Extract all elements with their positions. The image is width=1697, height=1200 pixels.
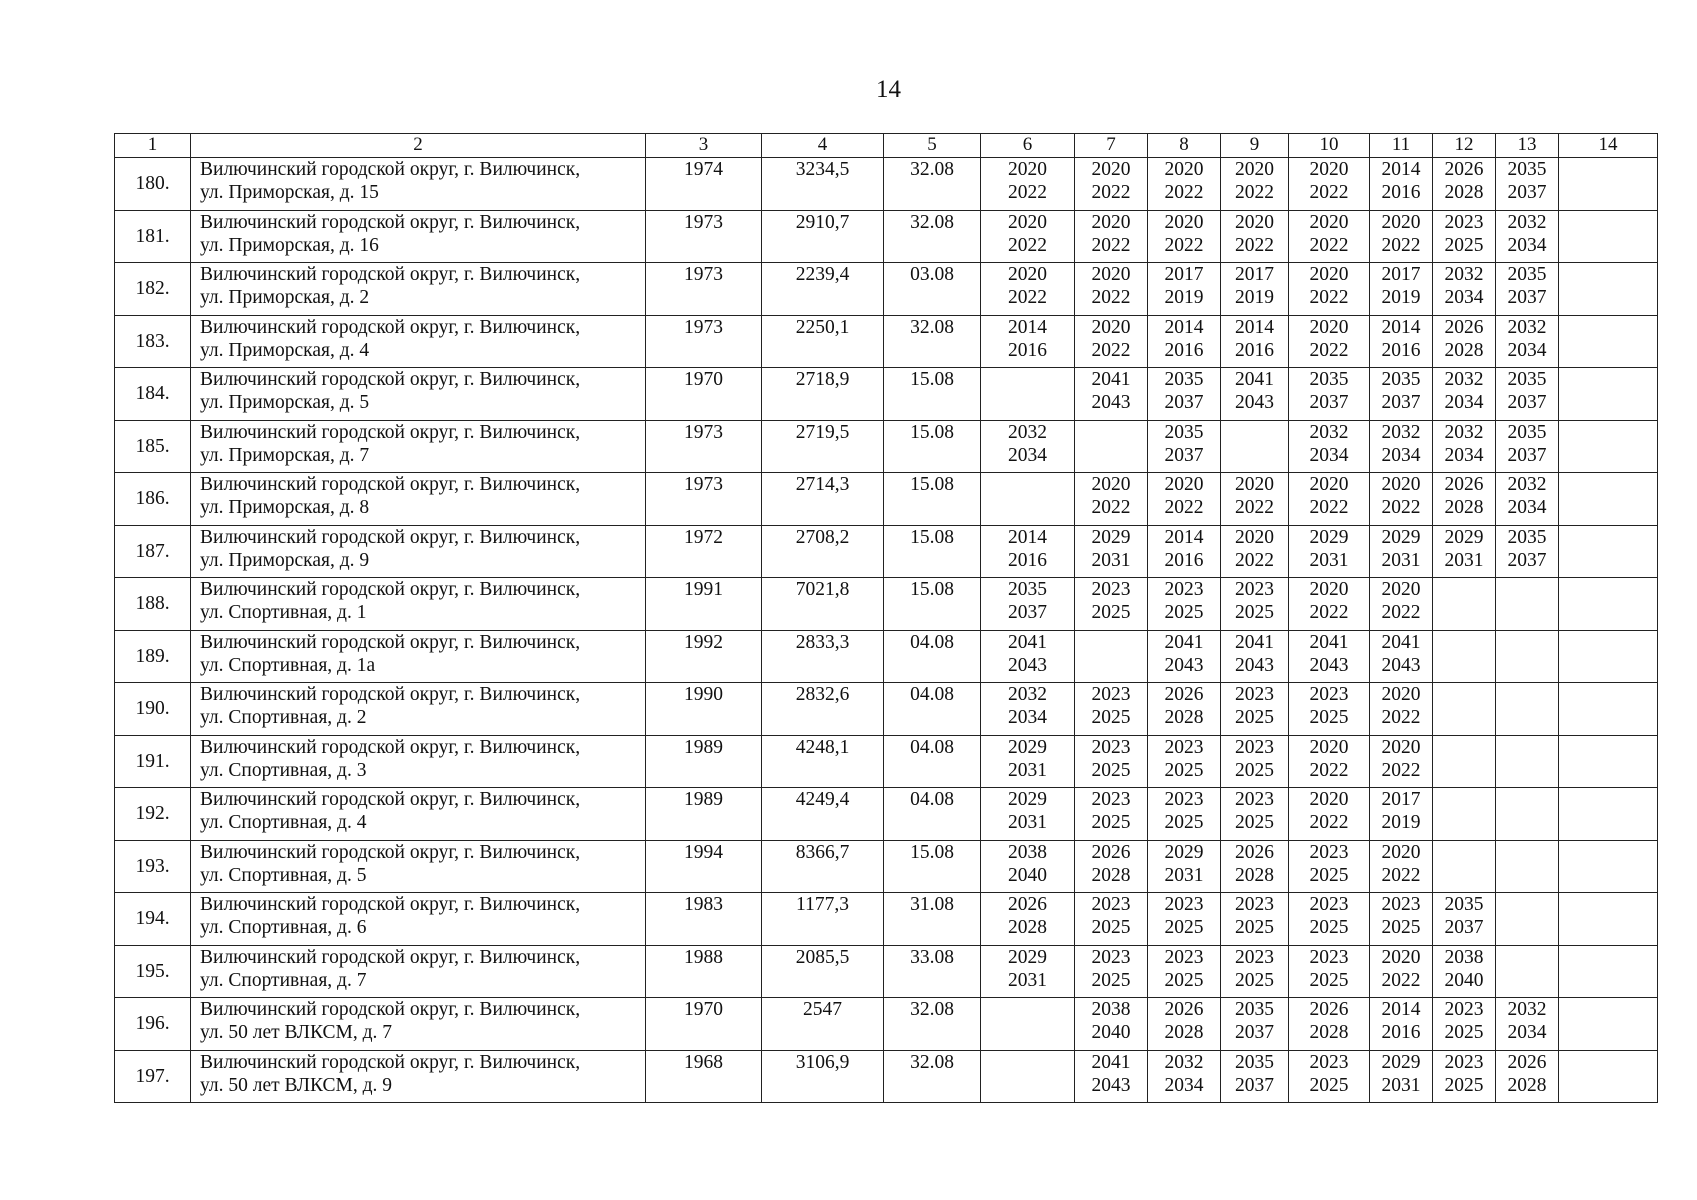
table-row [115, 945, 1658, 998]
column-header: 10 [1289, 134, 1370, 158]
period-cell-6: 2020 2022 [981, 263, 1075, 316]
period-cell-8: 2026 2028 [1148, 683, 1221, 736]
table-row [115, 578, 1658, 631]
row-number-cell: 196. [115, 998, 191, 1051]
period-cell-11: 2014 2016 [1370, 998, 1433, 1051]
period-cell-14 [1559, 525, 1658, 578]
area-cell: 2910,7 [762, 210, 884, 263]
period-cell-12: 2023 2025 [1433, 998, 1496, 1051]
period-cell-6: 2032 2034 [981, 420, 1075, 473]
period-cell-14 [1559, 630, 1658, 683]
registry-table [114, 133, 1658, 1103]
area-cell: 2833,3 [762, 630, 884, 683]
column-header: 14 [1559, 134, 1658, 158]
period-cell-13: 2032 2034 [1496, 473, 1559, 526]
period-cell-14 [1559, 158, 1658, 211]
code-cell: 04.08 [884, 788, 981, 841]
period-cell-13 [1496, 840, 1559, 893]
period-cell-7: 2041 2043 [1075, 368, 1148, 421]
table-row [115, 840, 1658, 893]
table-row [115, 1050, 1658, 1103]
address-cell: Вилючинский городской округ, г. Вилючинск, ул. Приморская, д. 4 [191, 315, 646, 368]
period-cell-12: 2023 2025 [1433, 210, 1496, 263]
address-cell: Вилючинский городской округ, г. Вилючинск, ул. Приморская, д. 5 [191, 368, 646, 421]
period-cell-11: 2017 2019 [1370, 263, 1433, 316]
period-cell-14 [1559, 315, 1658, 368]
period-cell-13 [1496, 630, 1559, 683]
year-cell: 1988 [646, 945, 762, 998]
year-cell: 1992 [646, 630, 762, 683]
period-cell-8: 2023 2025 [1148, 893, 1221, 946]
address-cell: Вилючинский городской округ, г. Вилючинск, ул. Спортивная, д. 5 [191, 840, 646, 893]
row-number-cell: 194. [115, 893, 191, 946]
address-cell: Вилючинский городской округ, г. Вилючинск, ул. Спортивная, д. 4 [191, 788, 646, 841]
period-cell-13 [1496, 578, 1559, 631]
period-cell-11: 2014 2016 [1370, 315, 1433, 368]
address-cell: Вилючинский городской округ, г. Вилючинск, ул. Спортивная, д. 2 [191, 683, 646, 736]
period-cell-14 [1559, 840, 1658, 893]
area-cell: 2832,6 [762, 683, 884, 736]
period-cell-8: 2014 2016 [1148, 315, 1221, 368]
period-cell-9: 2023 2025 [1221, 578, 1289, 631]
period-cell-6: 2035 2037 [981, 578, 1075, 631]
period-cell-12 [1433, 735, 1496, 788]
year-cell: 1983 [646, 893, 762, 946]
area-cell: 2718,9 [762, 368, 884, 421]
period-cell-7: 2020 2022 [1075, 158, 1148, 211]
period-cell-6: 2029 2031 [981, 788, 1075, 841]
year-cell: 1974 [646, 158, 762, 211]
row-number-cell: 191. [115, 735, 191, 788]
period-cell-10: 2020 2022 [1289, 263, 1370, 316]
period-cell-7: 2029 2031 [1075, 525, 1148, 578]
period-cell-10: 2023 2025 [1289, 945, 1370, 998]
period-cell-12 [1433, 630, 1496, 683]
period-cell-8: 2041 2043 [1148, 630, 1221, 683]
code-cell: 15.08 [884, 525, 981, 578]
period-cell-10: 2020 2022 [1289, 210, 1370, 263]
year-cell: 1968 [646, 1050, 762, 1103]
row-number-cell: 187. [115, 525, 191, 578]
period-cell-12 [1433, 788, 1496, 841]
year-cell: 1989 [646, 788, 762, 841]
column-header: 5 [884, 134, 981, 158]
row-number-cell: 182. [115, 263, 191, 316]
table-row [115, 368, 1658, 421]
period-cell-12: 2038 2040 [1433, 945, 1496, 998]
period-cell-9: 2020 2022 [1221, 210, 1289, 263]
period-cell-10: 2020 2022 [1289, 578, 1370, 631]
page-number: 14 [876, 76, 901, 103]
year-cell: 1973 [646, 315, 762, 368]
area-cell: 7021,8 [762, 578, 884, 631]
period-cell-8: 2032 2034 [1148, 1050, 1221, 1103]
period-cell-8: 2023 2025 [1148, 788, 1221, 841]
period-cell-10: 2020 2022 [1289, 473, 1370, 526]
area-cell: 4249,4 [762, 788, 884, 841]
column-header: 7 [1075, 134, 1148, 158]
code-cell: 33.08 [884, 945, 981, 998]
code-cell: 32.08 [884, 1050, 981, 1103]
period-cell-11: 2020 2022 [1370, 210, 1433, 263]
address-cell: Вилючинский городской округ, г. Вилючинск, ул. 50 лет ВЛКСМ, д. 9 [191, 1050, 646, 1103]
table-header-row [115, 134, 1658, 158]
row-number-cell: 185. [115, 420, 191, 473]
row-number-cell: 193. [115, 840, 191, 893]
code-cell: 31.08 [884, 893, 981, 946]
address-cell: Вилючинский городской округ, г. Вилючинск, ул. Спортивная, д. 7 [191, 945, 646, 998]
column-header: 1 [115, 134, 191, 158]
period-cell-13: 2032 2034 [1496, 210, 1559, 263]
row-number-cell: 188. [115, 578, 191, 631]
period-cell-14 [1559, 945, 1658, 998]
period-cell-10: 2020 2022 [1289, 315, 1370, 368]
period-cell-10: 2029 2031 [1289, 525, 1370, 578]
period-cell-13: 2035 2037 [1496, 420, 1559, 473]
period-cell-13 [1496, 893, 1559, 946]
period-cell-12: 2029 2031 [1433, 525, 1496, 578]
period-cell-13 [1496, 683, 1559, 736]
area-cell: 1177,3 [762, 893, 884, 946]
code-cell: 32.08 [884, 158, 981, 211]
area-cell: 2708,2 [762, 525, 884, 578]
period-cell-7 [1075, 420, 1148, 473]
code-cell: 03.08 [884, 263, 981, 316]
period-cell-14 [1559, 368, 1658, 421]
code-cell: 15.08 [884, 473, 981, 526]
period-cell-11: 2035 2037 [1370, 368, 1433, 421]
period-cell-7: 2020 2022 [1075, 263, 1148, 316]
period-cell-7: 2023 2025 [1075, 683, 1148, 736]
period-cell-8: 2023 2025 [1148, 578, 1221, 631]
area-cell: 2239,4 [762, 263, 884, 316]
period-cell-11: 2020 2022 [1370, 945, 1433, 998]
year-cell: 1973 [646, 263, 762, 316]
period-cell-9: 2023 2025 [1221, 683, 1289, 736]
table-row [115, 998, 1658, 1051]
period-cell-6: 2020 2022 [981, 210, 1075, 263]
period-cell-7: 2023 2025 [1075, 578, 1148, 631]
period-cell-11: 2029 2031 [1370, 1050, 1433, 1103]
column-header: 2 [191, 134, 646, 158]
period-cell-6 [981, 473, 1075, 526]
row-number-cell: 180. [115, 158, 191, 211]
period-cell-14 [1559, 735, 1658, 788]
period-cell-7: 2041 2043 [1075, 1050, 1148, 1103]
period-cell-9: 2041 2043 [1221, 630, 1289, 683]
period-cell-12: 2026 2028 [1433, 315, 1496, 368]
period-cell-14 [1559, 420, 1658, 473]
period-cell-10: 2020 2022 [1289, 735, 1370, 788]
area-cell: 2250,1 [762, 315, 884, 368]
period-cell-11: 2041 2043 [1370, 630, 1433, 683]
area-cell: 2719,5 [762, 420, 884, 473]
period-cell-11: 2014 2016 [1370, 158, 1433, 211]
period-cell-9: 2023 2025 [1221, 788, 1289, 841]
table-row [115, 788, 1658, 841]
period-cell-14 [1559, 210, 1658, 263]
area-cell: 4248,1 [762, 735, 884, 788]
period-cell-7: 2023 2025 [1075, 788, 1148, 841]
period-cell-14 [1559, 893, 1658, 946]
year-cell: 1989 [646, 735, 762, 788]
row-number-cell: 190. [115, 683, 191, 736]
period-cell-13: 2032 2034 [1496, 998, 1559, 1051]
area-cell: 2547 [762, 998, 884, 1051]
year-cell: 1973 [646, 210, 762, 263]
year-cell: 1972 [646, 525, 762, 578]
column-header: 12 [1433, 134, 1496, 158]
period-cell-12: 2026 2028 [1433, 473, 1496, 526]
period-cell-7: 2023 2025 [1075, 735, 1148, 788]
period-cell-7: 2023 2025 [1075, 893, 1148, 946]
period-cell-10: 2023 2025 [1289, 893, 1370, 946]
period-cell-7 [1075, 630, 1148, 683]
period-cell-6 [981, 368, 1075, 421]
period-cell-14 [1559, 1050, 1658, 1103]
table-row [115, 893, 1658, 946]
period-cell-14 [1559, 998, 1658, 1051]
period-cell-8: 2014 2016 [1148, 525, 1221, 578]
period-cell-8: 2020 2022 [1148, 158, 1221, 211]
row-number-cell: 195. [115, 945, 191, 998]
period-cell-13 [1496, 945, 1559, 998]
period-cell-11: 2020 2022 [1370, 473, 1433, 526]
period-cell-11: 2020 2022 [1370, 735, 1433, 788]
period-cell-11: 2023 2025 [1370, 893, 1433, 946]
period-cell-14 [1559, 788, 1658, 841]
period-cell-12: 2032 2034 [1433, 420, 1496, 473]
period-cell-10: 2023 2025 [1289, 1050, 1370, 1103]
address-cell: Вилючинский городской округ, г. Вилючинск, ул. Приморская, д. 15 [191, 158, 646, 211]
code-cell: 15.08 [884, 578, 981, 631]
column-header: 11 [1370, 134, 1433, 158]
period-cell-8: 2035 2037 [1148, 420, 1221, 473]
period-cell-6: 2026 2028 [981, 893, 1075, 946]
period-cell-7: 2026 2028 [1075, 840, 1148, 893]
period-cell-7: 2020 2022 [1075, 210, 1148, 263]
period-cell-11: 2017 2019 [1370, 788, 1433, 841]
period-cell-9: 2014 2016 [1221, 315, 1289, 368]
table-row [115, 420, 1658, 473]
address-cell: Вилючинский городской округ, г. Вилючинск, ул. Спортивная, д. 6 [191, 893, 646, 946]
period-cell-8: 2023 2025 [1148, 945, 1221, 998]
code-cell: 32.08 [884, 315, 981, 368]
address-cell: Вилючинский городской округ, г. Вилючинск, ул. Спортивная, д. 1а [191, 630, 646, 683]
period-cell-12: 2032 2034 [1433, 368, 1496, 421]
row-number-cell: 197. [115, 1050, 191, 1103]
period-cell-7: 2023 2025 [1075, 945, 1148, 998]
period-cell-10: 2020 2022 [1289, 788, 1370, 841]
code-cell: 04.08 [884, 735, 981, 788]
table-row [115, 263, 1658, 316]
period-cell-7: 2020 2022 [1075, 473, 1148, 526]
period-cell-9: 2035 2037 [1221, 998, 1289, 1051]
column-header: 3 [646, 134, 762, 158]
row-number-cell: 189. [115, 630, 191, 683]
period-cell-6: 2032 2034 [981, 683, 1075, 736]
period-cell-9: 2041 2043 [1221, 368, 1289, 421]
period-cell-6: 2041 2043 [981, 630, 1075, 683]
code-cell: 15.08 [884, 840, 981, 893]
period-cell-8: 2020 2022 [1148, 473, 1221, 526]
table-row [115, 473, 1658, 526]
period-cell-8: 2026 2028 [1148, 998, 1221, 1051]
period-cell-12 [1433, 683, 1496, 736]
period-cell-6: 2038 2040 [981, 840, 1075, 893]
column-header: 13 [1496, 134, 1559, 158]
period-cell-10: 2023 2025 [1289, 840, 1370, 893]
row-number-cell: 184. [115, 368, 191, 421]
period-cell-9: 2023 2025 [1221, 893, 1289, 946]
period-cell-8: 2020 2022 [1148, 210, 1221, 263]
row-number-cell: 186. [115, 473, 191, 526]
period-cell-10: 2035 2037 [1289, 368, 1370, 421]
address-cell: Вилючинский городской округ, г. Вилючинск, ул. Приморская, д. 7 [191, 420, 646, 473]
period-cell-8: 2035 2037 [1148, 368, 1221, 421]
code-cell: 04.08 [884, 683, 981, 736]
year-cell: 1973 [646, 420, 762, 473]
period-cell-6 [981, 1050, 1075, 1103]
period-cell-9: 2017 2019 [1221, 263, 1289, 316]
period-cell-10: 2041 2043 [1289, 630, 1370, 683]
code-cell: 04.08 [884, 630, 981, 683]
period-cell-9: 2023 2025 [1221, 945, 1289, 998]
year-cell: 1991 [646, 578, 762, 631]
table-row [115, 158, 1658, 211]
table-row [115, 210, 1658, 263]
year-cell: 1970 [646, 998, 762, 1051]
code-cell: 15.08 [884, 420, 981, 473]
period-cell-11: 2029 2031 [1370, 525, 1433, 578]
row-number-cell: 192. [115, 788, 191, 841]
table-row [115, 525, 1658, 578]
year-cell: 1973 [646, 473, 762, 526]
address-cell: Вилючинский городской округ, г. Вилючинск, ул. 50 лет ВЛКСМ, д. 7 [191, 998, 646, 1051]
year-cell: 1990 [646, 683, 762, 736]
table-row [115, 315, 1658, 368]
period-cell-14 [1559, 683, 1658, 736]
table-row [115, 735, 1658, 788]
period-cell-10: 2026 2028 [1289, 998, 1370, 1051]
period-cell-14 [1559, 263, 1658, 316]
period-cell-9: 2020 2022 [1221, 525, 1289, 578]
period-cell-10: 2032 2034 [1289, 420, 1370, 473]
year-cell: 1994 [646, 840, 762, 893]
area-cell: 2085,5 [762, 945, 884, 998]
period-cell-6 [981, 998, 1075, 1051]
column-header: 9 [1221, 134, 1289, 158]
period-cell-9 [1221, 420, 1289, 473]
address-cell: Вилючинский городской округ, г. Вилючинск, ул. Спортивная, д. 3 [191, 735, 646, 788]
period-cell-13: 2032 2034 [1496, 315, 1559, 368]
code-cell: 32.08 [884, 210, 981, 263]
code-cell: 15.08 [884, 368, 981, 421]
address-cell: Вилючинский городской округ, г. Вилючинск, ул. Приморская, д. 8 [191, 473, 646, 526]
address-cell: Вилючинский городской округ, г. Вилючинск, ул. Приморская, д. 2 [191, 263, 646, 316]
period-cell-13: 2026 2028 [1496, 1050, 1559, 1103]
period-cell-9: 2023 2025 [1221, 735, 1289, 788]
period-cell-12: 2026 2028 [1433, 158, 1496, 211]
period-cell-11: 2020 2022 [1370, 683, 1433, 736]
table-row [115, 630, 1658, 683]
period-cell-11: 2020 2022 [1370, 840, 1433, 893]
period-cell-12: 2032 2034 [1433, 263, 1496, 316]
period-cell-14 [1559, 578, 1658, 631]
area-cell: 2714,3 [762, 473, 884, 526]
period-cell-10: 2023 2025 [1289, 683, 1370, 736]
period-cell-12: 2023 2025 [1433, 1050, 1496, 1103]
period-cell-7: 2020 2022 [1075, 315, 1148, 368]
period-cell-14 [1559, 473, 1658, 526]
area-cell: 8366,7 [762, 840, 884, 893]
table-row [115, 683, 1658, 736]
period-cell-9: 2035 2037 [1221, 1050, 1289, 1103]
row-number-cell: 183. [115, 315, 191, 368]
period-cell-6: 2014 2016 [981, 315, 1075, 368]
period-cell-11: 2032 2034 [1370, 420, 1433, 473]
period-cell-13: 2035 2037 [1496, 525, 1559, 578]
period-cell-6: 2014 2016 [981, 525, 1075, 578]
area-cell: 3234,5 [762, 158, 884, 211]
code-cell: 32.08 [884, 998, 981, 1051]
column-header: 6 [981, 134, 1075, 158]
row-number-cell: 181. [115, 210, 191, 263]
period-cell-11: 2020 2022 [1370, 578, 1433, 631]
period-cell-7: 2038 2040 [1075, 998, 1148, 1051]
period-cell-13 [1496, 788, 1559, 841]
address-cell: Вилючинский городской округ, г. Вилючинск, ул. Спортивная, д. 1 [191, 578, 646, 631]
period-cell-8: 2023 2025 [1148, 735, 1221, 788]
period-cell-8: 2029 2031 [1148, 840, 1221, 893]
year-cell: 1970 [646, 368, 762, 421]
period-cell-12: 2035 2037 [1433, 893, 1496, 946]
period-cell-6: 2029 2031 [981, 945, 1075, 998]
address-cell: Вилючинский городской округ, г. Вилючинск, ул. Приморская, д. 9 [191, 525, 646, 578]
period-cell-8: 2017 2019 [1148, 263, 1221, 316]
period-cell-9: 2026 2028 [1221, 840, 1289, 893]
period-cell-13: 2035 2037 [1496, 158, 1559, 211]
period-cell-12 [1433, 840, 1496, 893]
period-cell-12 [1433, 578, 1496, 631]
column-header: 4 [762, 134, 884, 158]
period-cell-6: 2029 2031 [981, 735, 1075, 788]
period-cell-6: 2020 2022 [981, 158, 1075, 211]
period-cell-13 [1496, 735, 1559, 788]
period-cell-9: 2020 2022 [1221, 158, 1289, 211]
area-cell: 3106,9 [762, 1050, 884, 1103]
column-header: 8 [1148, 134, 1221, 158]
period-cell-13: 2035 2037 [1496, 368, 1559, 421]
table-body [115, 134, 1658, 1103]
period-cell-13: 2035 2037 [1496, 263, 1559, 316]
period-cell-9: 2020 2022 [1221, 473, 1289, 526]
address-cell: Вилючинский городской округ, г. Вилючинск, ул. Приморская, д. 16 [191, 210, 646, 263]
period-cell-10: 2020 2022 [1289, 158, 1370, 211]
